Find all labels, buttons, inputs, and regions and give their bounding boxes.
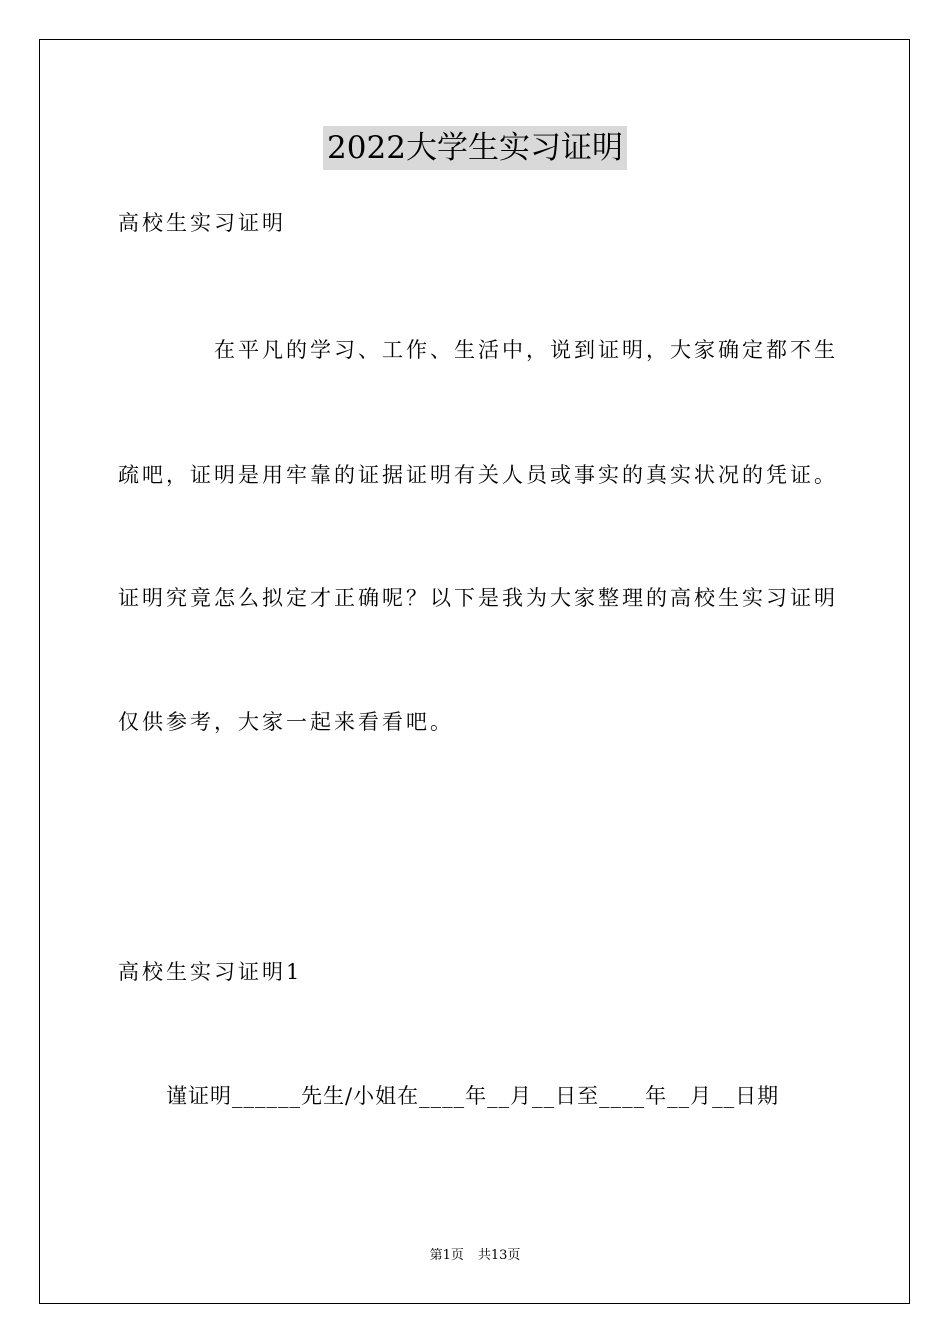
page-footer xyxy=(0,1247,950,1265)
paragraph-line: 证明究竟怎么拟定才正确呢？以下是我为大家整理的高校生实习证明 xyxy=(118,586,838,610)
certify-line: 谨证明______先生/小姐在____年__月__日至____年__月__日期 xyxy=(166,1084,780,1108)
page-number: 第1页 xyxy=(429,1248,464,1263)
page-total: 共13页 xyxy=(477,1248,521,1263)
paragraph-line: 仅供参考，大家一起来看看吧。 xyxy=(118,710,454,734)
document-subtitle: 高校生实习证明 xyxy=(118,211,286,235)
title-container xyxy=(0,126,950,170)
paragraph-line: 疏吧，证明是用牢靠的证据证明有关人员或事实的真实状况的凭证。 xyxy=(118,463,838,487)
document-title: 2022大学生实习证明 xyxy=(323,126,627,170)
section-heading: 高校生实习证明1 xyxy=(118,960,303,984)
paragraph-line: 在平凡的学习、工作、生活中，说到证明，大家确定都不生 xyxy=(214,338,838,362)
